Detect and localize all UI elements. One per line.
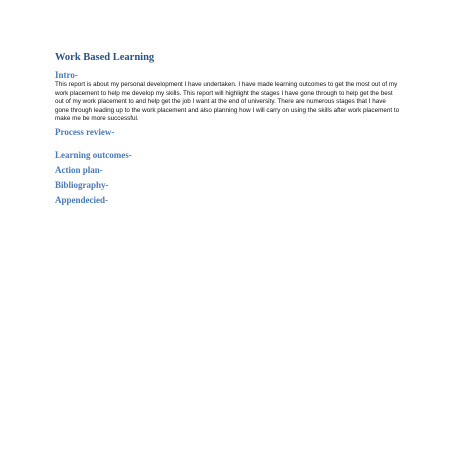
section-heading-process-review: Process review- [55, 126, 115, 137]
section-heading-action-plan: Action plan- [55, 164, 103, 175]
section-heading-bibliography: Bibliography- [55, 179, 109, 190]
section-heading-learning-outcomes: Learning outcomes- [55, 149, 132, 160]
intro-paragraph: This report is about my personal development I have undertaken. I have made learning outcomes to get the most out of my work placement to help me develop my skills. This report will highlight the stages I have gone through to help get the best out of my work placement to and help get the job I want at the end of university. There are numerous stages that I have gone through leading up to the work placement and also planning how I will carry on using the skills after work placement to make me be more successful. [55, 81, 400, 123]
document-content [55, 51, 400, 206]
section-heading-appendices: Appendecied- [55, 194, 109, 205]
document-title: Work Based Learning [55, 52, 155, 63]
section-heading-intro: Intro- [55, 70, 78, 80]
